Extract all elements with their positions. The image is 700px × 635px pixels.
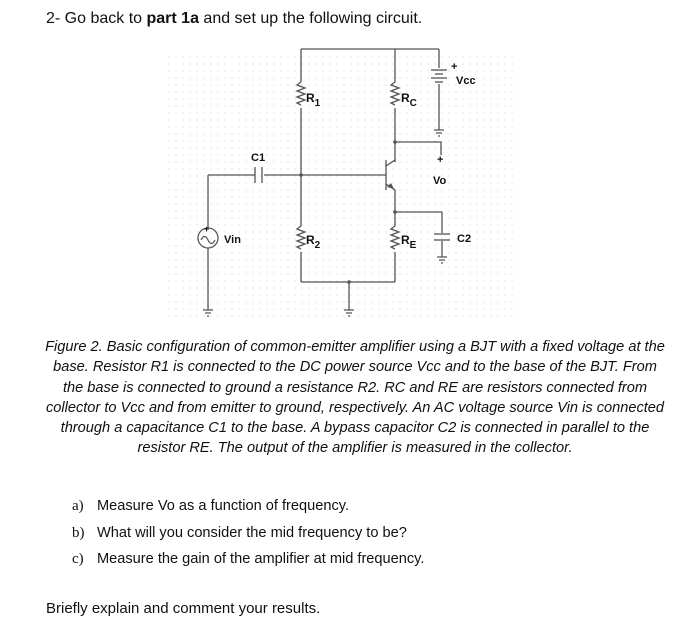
label-c1: C1 [251, 152, 266, 164]
label-vcc-plus: + [451, 61, 458, 73]
task-marker: c) [72, 551, 84, 567]
label-r2-main: R [306, 233, 315, 247]
label-re-main: R [401, 233, 410, 247]
junction-ground [347, 280, 351, 284]
label-vin: Vin [224, 234, 241, 246]
label-vcc: Vcc [456, 75, 476, 87]
heading-bold: part 1a [146, 10, 199, 27]
heading-suffix: and set up the following circuit. [198, 10, 423, 27]
label-re-sub: E [409, 240, 417, 251]
label-vin-plus: + [204, 224, 210, 234]
label-vo-plus: + [437, 154, 444, 166]
label-rc-sub: C [409, 98, 417, 109]
task-marker: b) [72, 524, 85, 541]
heading-prefix: 2- Go back to [46, 10, 147, 27]
label-rc-main: R [401, 91, 410, 105]
task-text: Measure Vo as a function of frequency. [97, 498, 350, 514]
label-r2-sub: 2 [314, 240, 321, 251]
task-text: What will you consider the mid frequency to be? [97, 524, 407, 541]
figure-caption: Figure 2. Basic configuration of common-emitter amplifier using a BJT with a fixed voltage at the base. Resistor R1 is connected to the DC power source Vcc and to the base of the BJT. From the base is connected to ground a resistance R2. RC and RE are resistors connected from collector to Vcc and from emitter to ground, respectively. An AC voltage source Vin is connected through a capacitance C1 to the base. A bypass capacitor C2 is connected in parallel to the resistor RE. The output of the amplifier is measured in the collector. [45, 339, 665, 457]
junction-collector [393, 140, 397, 144]
task-marker: a) [72, 498, 84, 514]
closing-instruction: Briefly explain and comment your results. [46, 600, 321, 617]
label-vo: Vo [433, 175, 447, 187]
task-text: Measure the gain of the amplifier at mid frequency. [97, 551, 425, 567]
label-r1-sub: 1 [314, 98, 321, 109]
label-r1-main: R [306, 91, 315, 105]
junction-emitter [393, 210, 397, 214]
breadboard-grid [168, 55, 518, 317]
junction-base [299, 173, 303, 177]
label-c2: C2 [457, 233, 472, 245]
